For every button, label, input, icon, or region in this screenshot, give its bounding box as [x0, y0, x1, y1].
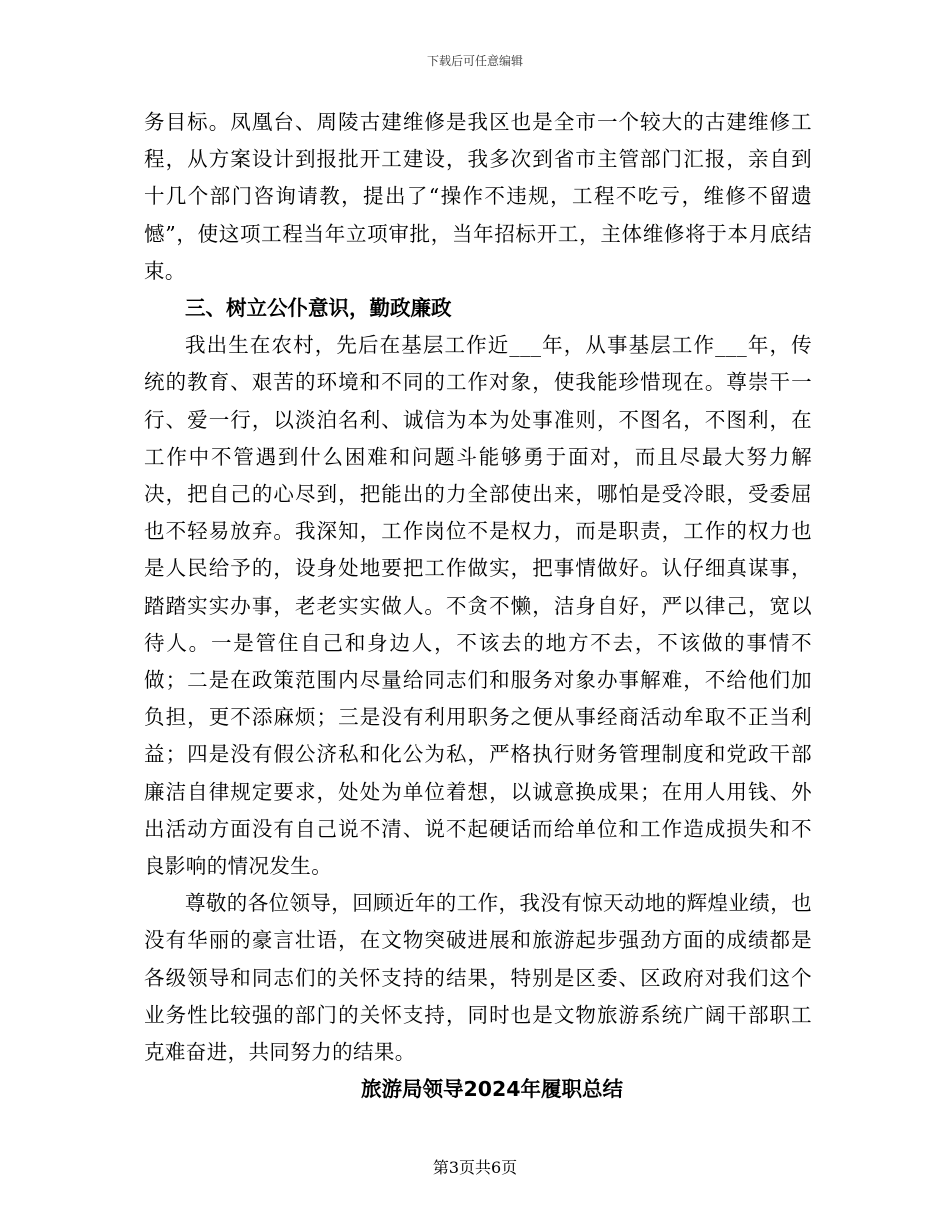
- document-body: [144, 104, 812, 1108]
- page-header: 下载后可任意编辑: [426, 54, 523, 68]
- section-heading: 三、树立公仆意识，勤政廉政: [185, 296, 452, 321]
- page-footer: 第3页共6页: [432, 1158, 518, 1177]
- paragraph-continuation: 务目标。凤凰台、周陵古建维修是我区也是全市一个较大的古建维修工程，从方案设计到报批开工建设，我多次到省市主管部门汇报，亲自到十几个部门咨询请教，提出了“操作不违规，工程不吃亏，维修不留遗憾”，使这项工程当年立项审批，当年招标开工，主体维修将于本月底结束。: [144, 110, 812, 283]
- document-title: 旅游局领导2024年履职总结: [360, 1077, 624, 1102]
- paragraph-public-servant: 我出生在农村，先后在基层工作近___年，从事基层工作___年，传统的教育、艰苦的环境和不同的工作对象，使我能珍惜现在。尊崇干一行、爱一行，以淡泊名利、诚信为本为处事准则，不图名，不图利，在工作中不管遇到什么困难和问题斗能够勇于面对，而且尽最大努力解决，把自己的心尽到，把能出的力全部使出来，哪怕是受冷眼，受委屈也不轻易放弃。我深知，工作岗位不是权力，而是职责，工作的权力也是人民给予的，设身处地要把工作做实，把事情做好。认仔细真谋事，踏踏实实办事，老老实实做人。不贪不懒，洁身自好，严以律己，宽以待人。一是管住自己和身边人，不该去的地方不去，不该做的事情不做；二是在政策范围内尽量给同志们和服务对象办事解难，不给他们加负担，更不添麻烦；三是没有利用职务之便从事经商活动牟取不正当利益；四是没有假公济私和化公为私，严格执行财务管理制度和党政干部廉洁自律规定要求，处处为单位着想，以诚意换成果；在用人用钱、外出活动方面没有自己说不清、说不起硬话而给单位和工作造成损失和不良影响的情况发生。: [144, 333, 812, 879]
- paragraph-closing: 尊敬的各位领导，回顾近年的工作，我没有惊天动地的辉煌业绩，也没有华丽的豪言壮语，在文物突破进展和旅游起步强劲方面的成绩都是各级领导和同志们的关怀支持的结果，特别是区委、区政府对我们这个业务性比较强的部门的关怀支持，同时也是文物旅游系统广阔干部职工克难奋进，共同努力的结果。: [144, 891, 812, 1065]
